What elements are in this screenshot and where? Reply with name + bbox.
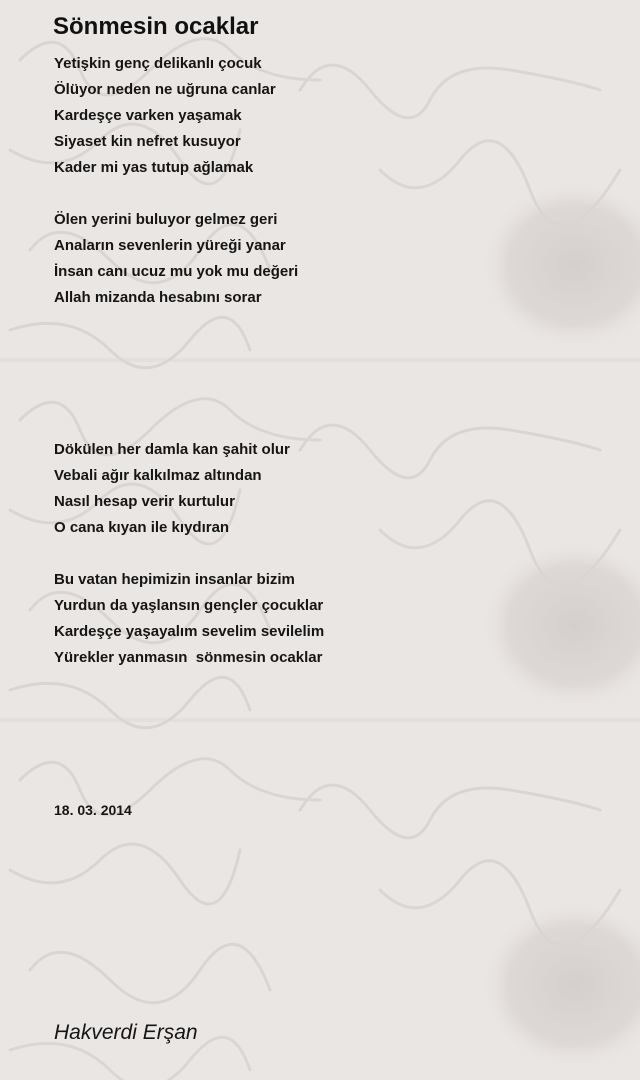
stanza-4 [54,567,324,671]
poem-line: Yetişkin genç delikanlı çocuk [54,55,262,72]
poem-line: Anaların sevenlerin yüreği yanar [54,237,286,254]
stanza-3 [54,437,290,541]
poem-line: Dökülen her damla kan şahit olur [54,441,290,458]
poem-author: Hakverdi Erşan [54,1021,198,1044]
poem-line: Yürekler yanmasın sönmesin ocaklar [54,649,323,666]
poem-line: Kardeşçe yaşayalım sevelim sevilelim [54,623,325,640]
poem-line: Bu vatan hepimizin insanlar bizim [54,571,295,588]
poem-date: 18. 03. 2014 [54,802,132,818]
stanza-2 [54,207,298,311]
poem-line: Yurdun da yaşlansın gençler çocuklar [54,597,324,614]
poem-line: Kardeşçe varken yaşamak [54,107,242,124]
poem-line: İnsan canı ucuz mu yok mu değeri [54,263,299,280]
poem-line: Siyaset kin nefret kusuyor [54,133,241,150]
stanza-1 [54,51,276,181]
poem-line: O cana kıyan ile kıydıran [54,519,230,536]
poem-line: Ölüyor neden ne uğruna canlar [54,81,276,98]
poem-line: Vebali ağır kalkılmaz altından [54,467,262,484]
poem-line: Kader mi yas tutup ağlamak [54,159,254,176]
poem-title: Sönmesin ocaklar [53,13,259,40]
poem-line: Nasıl hesap verir kurtulur [54,493,235,510]
poem-line: Allah mizanda hesabını sorar [54,289,262,306]
poem-line: Ölen yerini buluyor gelmez geri [54,211,278,228]
